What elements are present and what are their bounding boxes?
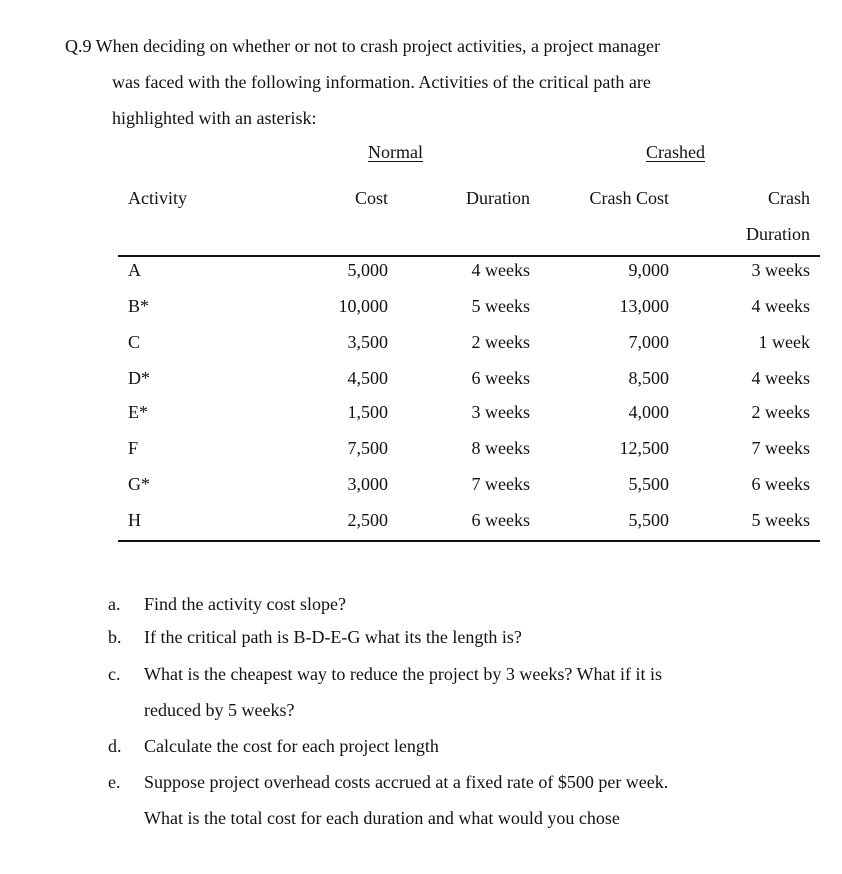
crash-duration-cell: 7 weeks xyxy=(751,438,810,458)
subquestion-letter: c. xyxy=(108,664,121,684)
crash-cost-cell: 5,500 xyxy=(628,474,669,494)
activity-cell: B* xyxy=(128,296,150,316)
crash-duration-column-header-line-2: Duration xyxy=(746,224,810,244)
subquestion-text-continued: What is the total cost for each duration and what would you chose xyxy=(144,808,620,828)
activity-cell: G* xyxy=(128,474,150,494)
subquestion-letter: a. xyxy=(108,594,121,614)
duration-cell: 5 weeks xyxy=(471,296,530,316)
activity-cell: E* xyxy=(128,402,148,422)
activity-cell: H xyxy=(128,510,141,530)
subquestion-text: Suppose project overhead costs accrued at a fixed rate of $500 per week. xyxy=(144,772,669,792)
crash-duration-column-header-line-1: Crash xyxy=(768,188,810,208)
cost-cell: 2,500 xyxy=(347,510,388,530)
table-bottom-rule xyxy=(118,540,820,542)
crash-cost-cell: 8,500 xyxy=(628,368,669,388)
crash-duration-cell: 3 weeks xyxy=(751,260,810,280)
crash-duration-cell: 4 weeks xyxy=(751,368,810,388)
crash-duration-cell: 2 weeks xyxy=(751,402,810,422)
subquestion-text: Find the activity cost slope? xyxy=(144,594,346,614)
subquestion-text: Calculate the cost for each project length xyxy=(144,736,439,756)
cost-cell: 7,500 xyxy=(347,438,388,458)
activity-column-header: Activity xyxy=(128,188,187,208)
duration-cell: 4 weeks xyxy=(471,260,530,280)
crash-cost-cell: 9,000 xyxy=(628,260,669,280)
normal-group-header: Normal xyxy=(368,142,423,162)
duration-cell: 6 weeks xyxy=(471,368,530,388)
duration-cell: 7 weeks xyxy=(471,474,530,494)
cost-cell: 3,000 xyxy=(347,474,388,494)
activity-cell: F xyxy=(128,438,139,458)
cost-column-header: Cost xyxy=(354,188,388,208)
subquestion-text: If the critical path is B-D-E-G what its the length is? xyxy=(144,627,522,647)
crash-duration-cell: 4 weeks xyxy=(751,296,810,316)
duration-cell: 8 weeks xyxy=(471,438,530,458)
subquestion-text: What is the cheapest way to reduce the project by 3 weeks? What if it is xyxy=(144,664,662,684)
activity-cell: D* xyxy=(128,368,150,388)
cost-cell: 3,500 xyxy=(347,332,388,352)
duration-cell: 6 weeks xyxy=(471,510,530,530)
crash-cost-column-header: Crash Cost xyxy=(589,188,669,208)
duration-column-header: Duration xyxy=(466,188,530,208)
activity-cell: A xyxy=(128,260,141,280)
duration-cell: 2 weeks xyxy=(471,332,530,352)
subquestion-letter: d. xyxy=(108,736,122,756)
crash-cost-cell: 7,000 xyxy=(628,332,669,352)
cost-cell: 4,500 xyxy=(347,368,388,388)
crashed-group-header: Crashed xyxy=(646,142,705,162)
subquestion-text-continued: reduced by 5 weeks? xyxy=(144,700,295,720)
question-line-3: highlighted with an asterisk: xyxy=(112,108,317,128)
crash-duration-cell: 1 week xyxy=(758,332,810,352)
crash-cost-cell: 4,000 xyxy=(628,402,669,422)
crash-cost-cell: 12,500 xyxy=(619,438,669,458)
cost-cell: 10,000 xyxy=(338,296,388,316)
subquestion-letter: e. xyxy=(108,772,121,792)
cost-cell: 5,000 xyxy=(347,260,388,280)
duration-cell: 3 weeks xyxy=(471,402,530,422)
question-line-2: was faced with the following information. Activities of the critical path are xyxy=(112,72,651,92)
crash-duration-cell: 5 weeks xyxy=(751,510,810,530)
subquestion-letter: b. xyxy=(108,627,122,647)
crash-cost-cell: 5,500 xyxy=(628,510,669,530)
activity-cell: C xyxy=(128,332,141,352)
question-line-1: Q.9 When deciding on whether or not to crash project activities, a project manager xyxy=(65,36,660,56)
crash-duration-cell: 6 weeks xyxy=(751,474,810,494)
cost-cell: 1,500 xyxy=(347,402,388,422)
crash-cost-cell: 13,000 xyxy=(619,296,669,316)
table-top-rule xyxy=(118,255,820,257)
